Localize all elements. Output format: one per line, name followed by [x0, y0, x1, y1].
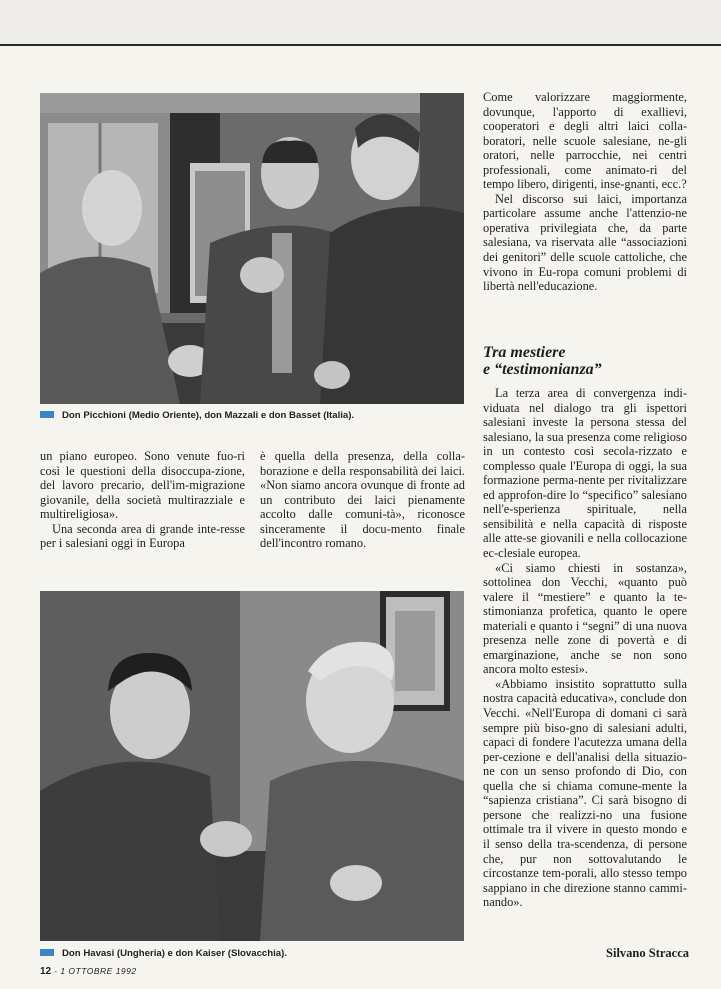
paragraph: un piano europeo. Sono venute fuo-ri così le questioni della disoccupa-zione, del lavoro precario, dell'im-migrazione giovanile, della società multirazziale e multireligiosa».: [40, 449, 245, 522]
paragraph: «Abbiamo insistito soprattutto sulla nostra capacità educativa», conclude don Vecchi. «Nell'Europa di domani ci sarà sempre più biso-gno di salesiani adulti, capaci di fondere l'acutezza umana della per-cezione e dell'analisi della situazio-ne con un senso profondo di Dio, con quella che si chiama comune-mente la “sapienza cristiana”. Ci sarà bisogno di persone che realizzi-no una fusione ottimale tra il vivere in questo mondo e il senso della tra-scendenza, di persone che, pur non sottovalutando le circostanze tem-porali, allo stesso tempo sappiano in che direzione stanno cammi-nando».: [483, 676, 687, 910]
paragraph: Nel discorso sui laici, importanza particolare assume anche l'attenzio-ne operativa privilegiata che, da parte salesiana, va riservata alle “associazioni dei genitori” delle scuole cattoliche, che vivono in Eu-ropa comuni problemi di libertà nell'educazione.: [483, 191, 687, 294]
paragraph: è quella della presenza, della colla-borazione e della responsabilità dei laici. «Non siamo ancora ovunque di fronte ad un contributo dei laici pienamente accolto dalle comuni-tà», riconosce sinceramente il docu-mento finale dell'incontro romano.: [260, 449, 465, 551]
article-column-right-top: [483, 90, 687, 294]
header-rule: [0, 44, 721, 46]
caption-marker: [40, 949, 54, 956]
issue-date: - 1 OTTOBRE 1992: [54, 966, 137, 976]
caption-bottom-text: Don Havasi (Ungheria) e don Kaiser (Slovacchia).: [62, 948, 287, 959]
page-number: 12: [40, 966, 52, 977]
paragraph: Come valorizzare maggiormente, dovunque, l'apporto di exallievi, cooperatori e degli altri laici colla-boratori, nelle scuole salesiane, ne-gli oratori, nelle parrocchie, nei centri professionali, come animato-ri del tempo libero, dirigenti, inse-gnanti, ecc.?: [483, 90, 687, 192]
paragraph: Una seconda area di grande inte-resse per i salesiani oggi in Europa: [40, 521, 245, 551]
article-column-right-bottom: [483, 386, 687, 910]
top-margin: [0, 0, 721, 44]
article-column-left: [40, 449, 245, 551]
caption-top-text: Don Picchioni (Medio Oriente), don Mazzali e don Basset (Italia).: [62, 410, 355, 421]
article-column-middle: [260, 449, 465, 551]
section-heading-line: e “testimonianza”: [483, 361, 602, 378]
caption-bottom: [40, 948, 287, 959]
photo-top: [40, 93, 464, 404]
paragraph: La terza area di convergenza indi-viduata nel dialogo tra gli ispettori salesiani investe la persona stessa del salesiano, la sua presenza come religioso in un contesto così secola-rizzato e complesso quale l'Europa di oggi, la sua formazione perma-nente per rivitalizzare ed approfon-dire lo “specifico” salesiano nell'e-sperienza spirituale, nella sensibilità e nella capacità di risposte alle atte-se giovanili e nella collocazione ec-clesiale europea.: [483, 386, 687, 561]
section-heading-line: Tra mestiere: [483, 344, 566, 361]
caption-top: [40, 410, 354, 421]
caption-marker: [40, 411, 54, 418]
section-heading: [483, 344, 713, 378]
page-footer: [40, 966, 137, 977]
paragraph: «Ci siamo chiesti in sostanza», sottolinea don Vecchi, «quanto può valere il “mestiere” e quanto la te-stimonianza profetica, quanto le opere materiali e quanto i “segni” di una nuova presenza nelle zone di povertà e di emarginazione, anche se non sono ancora molto estesi».: [483, 560, 687, 677]
photo-bottom: [40, 591, 464, 941]
author-signature: Silvano Stracca: [606, 946, 689, 960]
